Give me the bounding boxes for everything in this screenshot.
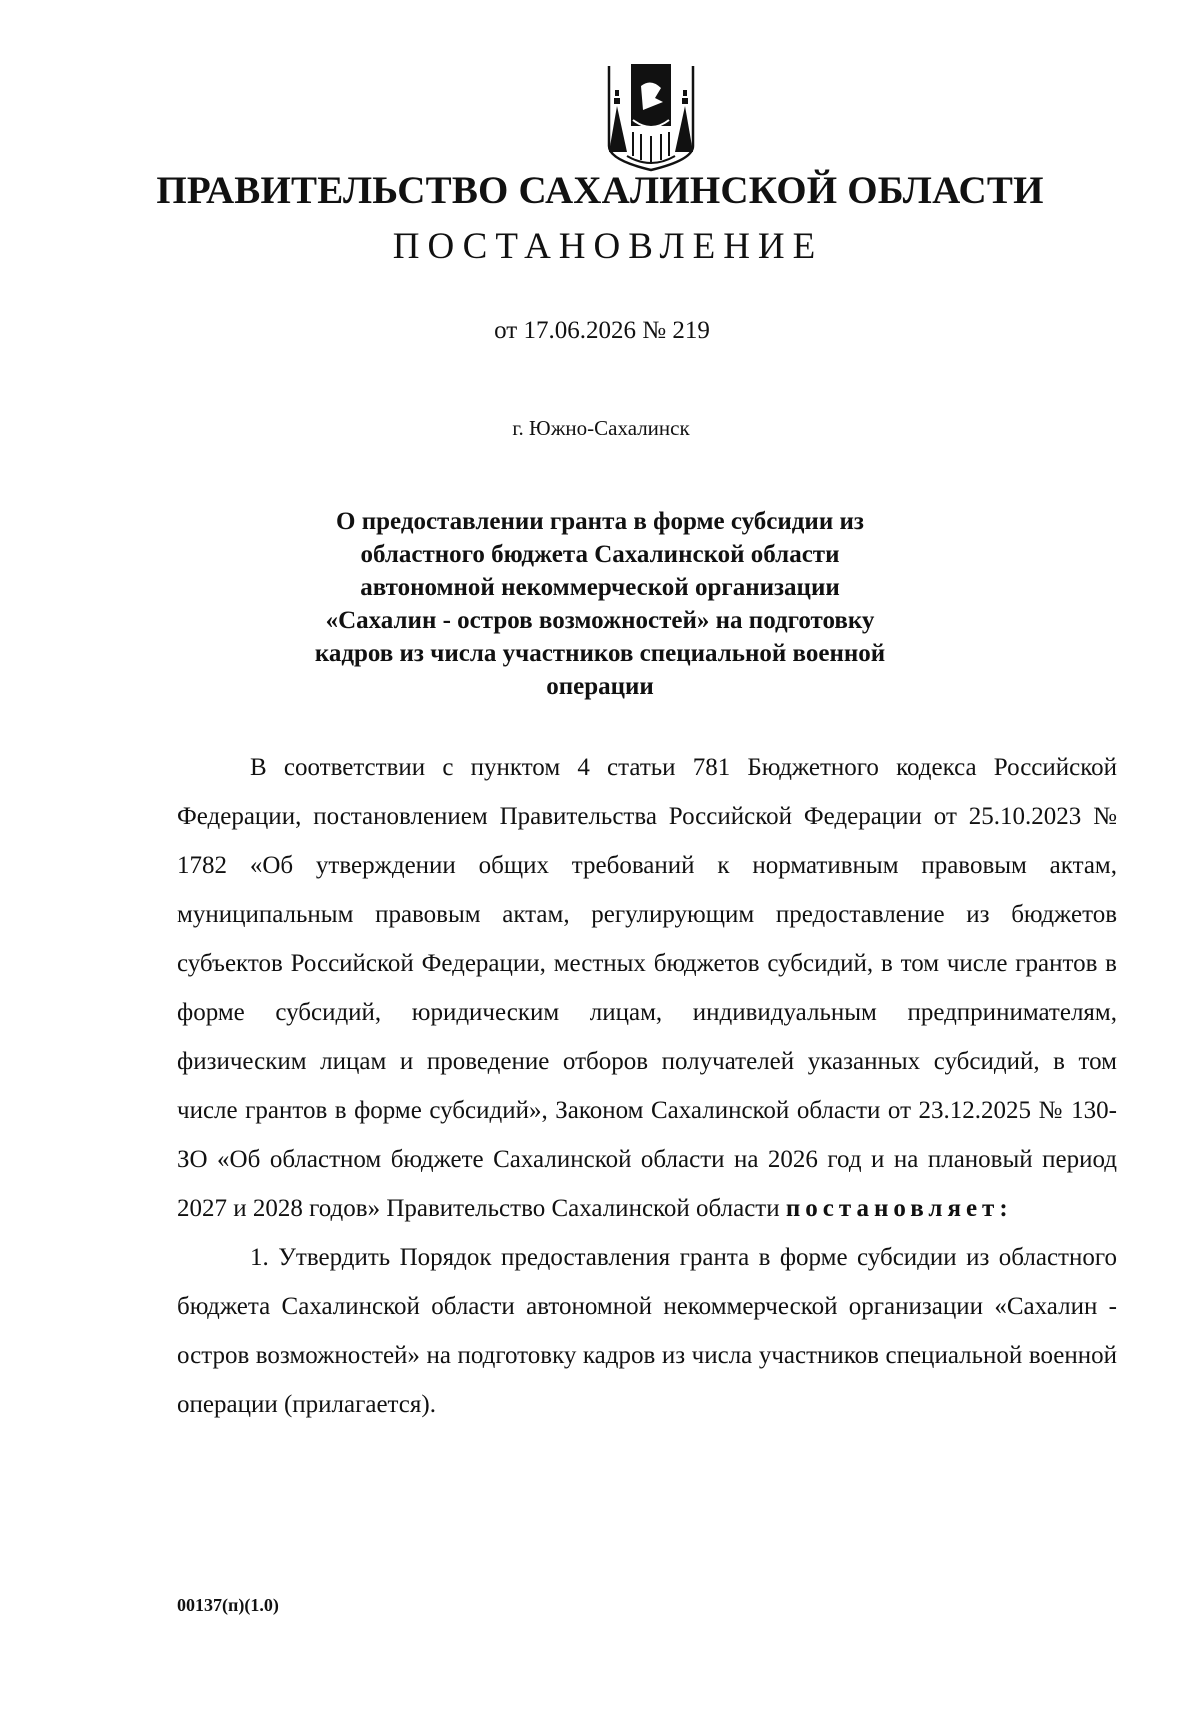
- item-1-paragraph: 1. Утвердить Порядок предоставления гранта в форме субсидии из областного бюджета Сахалинской области автономной некоммерческой организации «Сахалин - остров возможностей» на подготовку кадров из числа участников специальной военной операции (прилагается).: [177, 1244, 1117, 1418]
- subject-line: автономной некоммерческой организации: [360, 574, 840, 601]
- document-type: ПОСТАНОВЛЕНИЕ: [392, 226, 824, 267]
- document-subject: [300, 505, 900, 703]
- document-city: г. Южно-Сахалинск: [512, 416, 690, 440]
- subject-line: кадров из числа участников специальной военной: [314, 640, 886, 667]
- resolves-keyword: постановляет:: [785, 1195, 1013, 1222]
- government-title: ПРАВИТЕЛЬСТВО САХАЛИНСКОЙ ОБЛАСТИ: [156, 169, 1044, 212]
- document-body: [177, 743, 1117, 1429]
- preamble-paragraph: [177, 743, 1117, 1233]
- subject-line: областного бюджета Сахалинской области: [360, 541, 840, 568]
- subject-line: операции: [546, 673, 654, 700]
- document-footer-code: 00137(п)(1.0): [177, 1595, 279, 1615]
- sakhalin-coat-of-arms-emblem: [597, 60, 705, 172]
- preamble-text: В соответствии с пунктом 4 статьи 781 Бюджетного кодекса Российской Федерации, постановлением Правительства Российской Федерации от 25.10.2023 № 1782 «Об утверждении общих требований к нормативным правовым актам, муниципальным правовым актам, регулирующим предоставление из бюджетов субъектов Российской Федерации, местных бюджетов субсидий, в том числе грантов в форме субсидий, юридическим лицам, индивидуальным предпринимателям, физическим лицам и проведение отборов получателей указанных субсидий, в том числе грантов в форме субсидий», Законом Сахалинской области от 23.12.2025 № 130-ЗО «Об областном бюджете Сахалинской области на 2026 год и на плановый период 2027 и 2028 годов» Правительство Сахалинской области: [177, 754, 1117, 1222]
- subject-line: О предоставлении гранта в форме субсидии из: [336, 508, 864, 535]
- document-date-number: от 17.06.2026 № 219: [494, 317, 710, 344]
- subject-line: «Сахалин - остров возможностей» на подготовку: [325, 607, 875, 634]
